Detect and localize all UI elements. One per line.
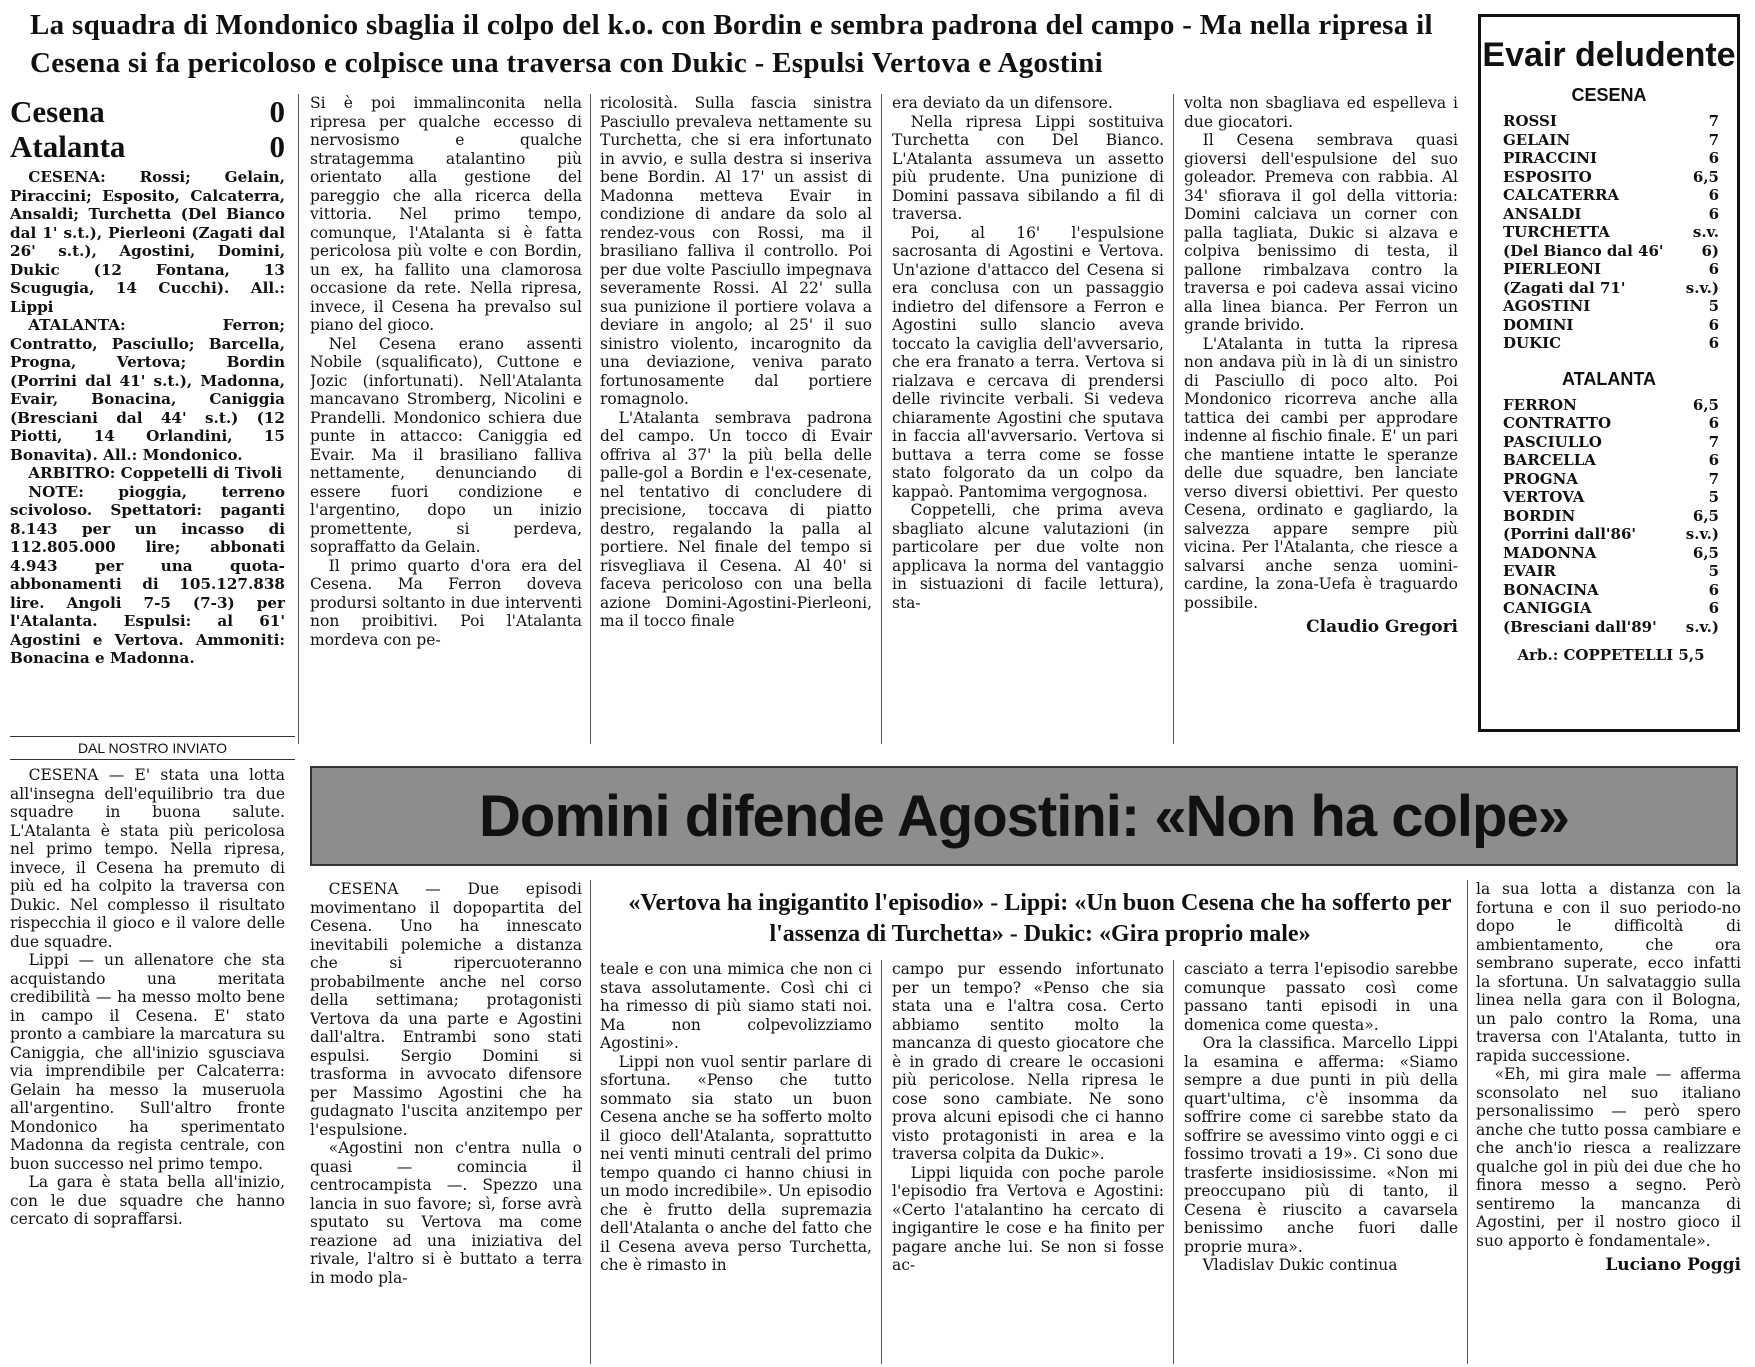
banner [310,766,1738,866]
lineup-notes: NOTE: pioggia, terreno scivoloso. Spettatori: paganti 8.143 per un incasso di 112.805.000 lire; abbonati 4.943 per una quota-abbonamenti di 105.127.838 lire. Angoli 7-5 (7-3) per l'Atalanta. Espulsi: al 61' Agostini e Vertova. Ammoniti: Bonacina e Madonna. [10,482,285,667]
ratings-team-cesena: CESENA [1571,85,1647,105]
article2-column-5 [1476,880,1741,1364]
rating-row [1481,525,1737,544]
player-name: (Del Bianco dal 46' [1503,241,1664,260]
paragraph: Si è poi immalinconita nella ripresa per qualche eccesso di nervosismo e qualche stratagemma atalantino più orientato alla gestione del pareggio che alla ricerca della vittoria. Nel primo tempo, comunque, l'Atalanta si è fatta pericolosa più volte e con Bordin, un ex, ha fallito una clamorosa occasione da rete. Nella ripresa, invece, il Cesena ha prevalso sul piano del gioco. [310,94,582,334]
paragraph: Lippi non vuol sentir parlare di sfortuna. «Penso che tutto sommato sia stato un buon Cesena anche se ha sofferto molto il gioco dell'Atalanta, soprattutto nei venti minuti centrali del primo tempo quando ci hanno chiusi in un modo incredibile». Un episodio che è frutto della supremazia dell'Atalanta o anche del fatto che il Cesena aveva perso Turchetta, che è rimasto in [600,1052,872,1274]
banner-title: Domini difende Agostini: «Non ha colpe» [479,783,1569,849]
player-vote: 6 [1708,334,1719,352]
paragraph: volta non sbagliava ed espelleva i due giocatori. [1184,94,1458,131]
rating-row [1481,279,1737,298]
ratings-referee: Arb.: COPPETELLI 5,5 [1517,646,1705,664]
player-name: BARCELLA [1503,451,1596,469]
paragraph: casciato a terra l'episodio sarebbe comunque passato così come passano tanti episodi in una domenica come questa». [1184,960,1458,1034]
player-name: DOMINI [1503,315,1574,334]
player-vote: 6 [1708,599,1719,617]
player-name: CANIGGIA [1503,599,1592,617]
rating-row [1481,396,1737,415]
rating-row [1481,205,1737,224]
player-name: FERRON [1503,395,1577,414]
article1-column-2 [310,94,582,734]
player-vote: 6 [1708,260,1719,278]
player-name: ANSALDI [1503,204,1582,223]
rating-row [1481,618,1737,637]
player-vote: 7 [1708,432,1719,451]
paragraph: campo pur essendo infortunato per un tempo? «Penso che sia stata una e l'altra cosa. Certo abbiamo sentito molto la mancanza di questo giocatore che è in grado di creare le occasioni più pericolose. Nella ripresa le cose sono cambiate. Ne sono prova alcuni episodi che ci hanno visto protagonisti in area e la traversa colpita da Dukic». [892,960,1164,1163]
player-name: PROGNA [1503,469,1578,488]
rating-row [1481,297,1737,316]
author-signature: Claudio Gregori [1306,617,1458,637]
score-row-home [10,94,285,129]
rating-row [1481,149,1737,168]
rating-row [1481,112,1737,131]
player-name: BONACINA [1503,580,1599,599]
player-vote: s.v.) [1685,617,1719,636]
player-name: (Bresciani dall'89' [1503,617,1657,636]
away-goals: 0 [269,129,285,164]
paragraph: L'Atalanta in tutta la ripresa non andava più in là di un sinistro di Pasciullo di poco alto. Poi Mondonico ricorreva anche alla tattica dei cambi per approdare indenne al fischio finale. E' un pari che mantiene intatte le speranze delle due squadre, ben lanciate verso diversi obiettivi. Per questo Cesena, ordinato e gagliardo, la salvezza appare sempre più vicina. Per l'Atalanta, che riesce a salvarsi anche senza uomini-cardine, la zona-Uefa è traguardo possibile. [1184,334,1458,612]
headline: La squadra di Mondonico sbaglia il colpo del k.o. con Bordin e sembra padrona del campo - Ma nella ripresa il Cesena si fa pericoloso e colpisce una traversa con Dukic - Espulsi Vertova e Agostini [30,9,1433,79]
player-vote: s.v. [1692,223,1719,241]
paragraph: CESENA — E' stata una lotta all'insegna dell'equilibrio tra due squadre in buona salute. L'Atalanta è stata più pericolosa nel primo tempo. Nella ripresa, invece, il Cesena ha premuto di più ed ha colpito la traversa con Dukic. Nel complesso il risultato rispecchia il gioco e il valore delle due squadre. [10,766,285,951]
player-name: (Porrini dall'86' [1503,525,1636,543]
player-vote: 6 [1708,580,1719,599]
rating-row [1481,242,1737,261]
article2-column-1 [310,880,582,1364]
paragraph: «Eh, mi gira male — afferma sconsolato nel suo italiano personalissimo — però spero anche che tutto possa cambiare e che anch'io riesca a realizzare qualche gol in più dei due che ho finora messo a segno. Però sentiremo la mancanza di Agostini, per il nostro gioco il suo apporto è fondamentale». [1476,1065,1741,1250]
rating-row [1481,581,1737,600]
rating-row [1481,334,1737,353]
paragraph: Nella ripresa Lippi sostituiva Turchetta con Del Bianco. L'Atalanta assumeva un assetto più prudente. Una punizione di Domini passava sibilando a fil di traversa. [892,112,1164,223]
player-vote: 7 [1708,130,1719,149]
player-vote: 6,5 [1692,543,1719,562]
rating-row [1481,186,1737,205]
player-name: PIRACCINI [1503,149,1598,167]
player-name: AGOSTINI [1503,297,1591,315]
paragraph: Ora la classifica. Marcello Lippi la esamina e afferma: «Siamo sempre a due punti in più della quart'ultima, c'è insomma da soffrire come ci sarebbe stato da soffrire se avessimo vinto oggi e ci fossimo trovati a 19». Ci sono due trasferte insidiosissime. «Non mi preoccupano più di tanto, il Cesena è riuscito a cavarsela benissimo anche fuori dalle proprie mura». [1184,1034,1458,1256]
player-vote: 6,5 [1692,167,1719,186]
player-name: DUKIC [1503,334,1562,352]
ratings-title: Evair deludente [1482,36,1736,74]
rating-row [1481,316,1737,335]
rating-row [1481,433,1737,452]
player-vote: 6 [1708,414,1719,432]
rating-row [1481,168,1737,187]
ratings-list-cesena [1481,112,1737,353]
ratings-box [1478,14,1740,732]
paragraph: era deviato da un difensore. [892,94,1113,112]
player-vote: 6,5 [1692,395,1719,414]
player-vote: 6 [1708,315,1719,334]
paragraph: Il primo quarto d'ora era del Cesena. Ma Ferron doveva prodursi soltanto in due interventi non proibitivi. Poi l'Atalanta mordeva con pe- [310,556,582,649]
player-vote: 7 [1708,112,1719,130]
paragraph: Nel Cesena erano assenti Nobile (squalificato), Cuttone e Jozic (infortunati). Nell'Atalanta mancavano Stromberg, Nicolini e Prandelli. Mondonico schiera due punte in attacco: Caniggia ed Evair. Ma il brasiliano falliva nettamente, denunciando di essere fuori condizione e l'argentino, dopo un inizio promettente, si perdeva, sopraffatto da Gelain. [310,334,582,556]
player-vote: 6) [1701,241,1719,260]
paragraph: Poi, al 16' l'espulsione sacrosanta di Agostini e Vertova. Un'azione d'attacco del Cesena si era conclusa con un passaggio indietro del difensore a Ferron e Agostini sullo slancio aveva toccato la caviglia dell'avversario, che era franato a terra. Vertova si rialzava e cercava di prendersi delle rivincite verbali. Si vedeva chiaramente Agostini che sputava in faccia all'avversario. Vertova si buttava a terra come se fosse stato folgorato da un colpo da kappaò. Pantomima vergognosa. [892,223,1164,501]
paragraph: L'Atalanta sembrava padrona del campo. Un tocco di Evair offriva al 37' la più bella delle palle-gol a Bordin e l'ex-cesenate, nel tentativo di concludere di precisione, toccava di piatto destro, regalando la palla al portiere. Nel finale del tempo si risvegliava il Cesena. Al 40' si faceva pericoloso con una bella azione Domini-Agostini-Pierleoni, ma il tocco finale [600,408,872,630]
lineup-cesena: CESENA: Rossi; Gelain, Piraccini; Esposito, Calcaterra, Ansaldi; Turchetta (Del Bianco dal 1' s.t.), Pierleoni (Zagati dal 26' s.t.), Agostini, Domini, Dukic (12 Fontana, 13 Scugugia, 14 Cucchi). All.: Lippi [10,168,285,316]
player-vote: 5 [1708,297,1719,315]
player-vote: s.v.) [1685,525,1719,543]
score-row-away [10,129,285,164]
paragraph: CESENA — Due episodi movimentano il dopopartita del Cesena. Uno ha innescato inevitabili polemiche a distanza che si ripercuoteranno probabilmente anche nel corso della settimana; protagonisti Vertova da una parte e Agostini dall'altra. Entrambi sono stati espulsi. Sergio Domini si trasforma in avvocato difensore per Massimo Agostini che ha gudagnato l'uscita anzitempo per l'espulsione. [310,880,582,1139]
rating-row [1481,223,1737,242]
paragraph: Coppetelli, che prima aveva sbagliato alcune valutazioni (in particolare per due volte non applicava la norma del vantaggio in sistuazioni di facile lettura), sta- [892,501,1164,612]
home-team: Cesena [10,94,105,129]
lineups [10,168,285,668]
player-name: (Zagati dal 71' [1503,278,1626,297]
rating-row [1481,470,1737,489]
home-goals: 0 [269,94,285,129]
byline-inviato: DAL NOSTRO INVIATO [10,736,295,760]
rating-row [1481,562,1737,581]
player-name: ESPOSITO [1503,167,1592,186]
paragraph: teale e con una mimica che non ci stava assolutamente. Così chi ci ha rimesso di più siamo stati noi. Ma non colpevolizziamo Agostini». [600,960,872,1052]
article1-column-1 [10,766,285,1364]
player-vote: 6 [1708,451,1719,469]
rating-row [1481,544,1737,563]
paragraph: «Agostini non c'entra nulla o quasi — comincia il centrocampista —. Spezzo una lancia in suo favore; sì, forse avrà sputato su Vertova ma come reazione ad una iniziativa del rivale, l'altro si è buttato a terra in modo pla- [310,1139,582,1287]
player-name: PASCIULLO [1503,432,1602,451]
paragraph: Il Cesena sembrava quasi gioversi dell'espulsione del suo goleador. Premeva con rabbia. Al 34' sfiorava il gol della vittoria: Domini calciava un corner con palla tagliata, Dukic si alzava e colpiva benissimo di testa, il pallone rimbalzava contro la traversa e poi cadeva assai vicino alla linea bianca. Per Ferron un grande brivido. [1184,131,1458,334]
rating-row [1481,488,1737,507]
rating-row [1481,260,1737,279]
player-vote: 6 [1708,149,1719,167]
subheadline: «Vertova ha ingigantito l'episodio» - Lippi: «Un buon Cesena che ha sofferto per l'assenza di Turchetta» - Dukic: «Gira proprio male» [628,890,1452,947]
paragraph: La gara è stata bella all'inizio, con le due squadre che hanno cercato di sopraffarsi. [10,1173,285,1228]
match-summary [10,94,285,668]
player-name: GELAIN [1503,130,1571,149]
article2-column-4 [1184,960,1458,1364]
player-name: TURCHETTA [1503,223,1610,241]
author-signature: Luciano Poggi [1605,1255,1741,1275]
rating-row [1481,507,1737,526]
lineup-atalanta: ATALANTA: Ferron; Contratto, Pasciullo; Barcella, Progna, Vertova; Bordin (Porrini dal 41' s.t.), Madonna, Evair, Bonacina, Caniggia (Bresciani dal 44' s.t.) (12 Piotti, 14 Orlandini, 15 Bonavita). All.: Mondonico. [10,316,285,464]
rating-row [1481,414,1737,433]
player-name: MADONNA [1503,543,1597,562]
player-name: CALCATERRA [1503,186,1620,204]
rating-row [1481,131,1737,150]
article2-column-2 [600,960,872,1364]
article1-column-3 [600,94,872,734]
ratings-list-atalanta [1481,396,1737,637]
player-vote: 7 [1708,469,1719,488]
player-vote: s.v.) [1685,278,1719,297]
player-vote: 5 [1708,488,1719,506]
player-vote: 5 [1708,562,1719,580]
article1-column-5 [1184,94,1458,742]
article2-column-3 [892,960,1164,1364]
lineup-referee: ARBITRO: Coppetelli di Tivoli [28,464,283,482]
player-vote: 6 [1708,186,1719,204]
paragraph: la sua lotta a distanza con la fortuna e con il suo periodo-no dopo le difficoltà di ambientamento, che ora sembrano superate, ecco infatti la sfortuna. Un salvataggio sulla linea nella gara con il Bologna, un palo contro la Roma, una traversa con l'Atalanta, tutto in rapida successione. [1476,880,1741,1065]
player-name: VERTOVA [1503,488,1585,506]
rating-row [1481,451,1737,470]
paragraph: Lippi — un allenatore che sta acquistando una meritata credibilità — ha messo molto bene in campo il Cesena. E' stato pronto a cambiare la marcatura su Caniggia, che all'inizio sgusciava via imprendibile per Calcaterra: Gelain ha messo la museruola all'argentino. Sull'altro fronte Mondonico ha sperimentato Madonna da regista centrale, con buon successo nel primo tempo. [10,951,285,1173]
ratings-team-atalanta: ATALANTA [1562,368,1656,389]
player-name: PIERLEONI [1503,260,1601,278]
paragraph: ricolosità. Sulla fascia sinistra Pasciullo prevaleva nettamente su Turchetta, che si era infortunato in avvio, e sulla destra si inseriva bene Bordin. Al 17' un assist di Madonna metteva Evair in condizione di andare da solo al rendez-vous con Rossi, ma il brasiliano falliva il controllo. Poi per due volte Pasciullo impegnava severamente Rossi. Al 22' sulla sua punizione il portiere volava a deviare in angolo; al 25' il suo sinistro violento, incarognito da una deviazione, veniva parato fortunosamente dal portiere romagnolo. [600,94,872,408]
player-vote: 6,5 [1692,506,1719,525]
paragraph: Vladislav Dukic continua [1202,1256,1398,1274]
paragraph: Lippi liquida con poche parole l'episodio fra Vertova e Agostini: «Certo l'atalantino ha cercato di ingigantire le cose e ha finito per pagare anche lui. Se non si fosse ac- [892,1163,1164,1274]
player-name: EVAIR [1503,562,1557,580]
rating-row [1481,599,1737,618]
article1-column-4 [892,94,1164,734]
player-vote: 6 [1708,204,1719,223]
player-name: BORDIN [1503,506,1576,525]
player-name: CONTRATTO [1503,414,1612,432]
player-name: ROSSI [1503,112,1557,130]
away-team: Atalanta [10,129,126,164]
